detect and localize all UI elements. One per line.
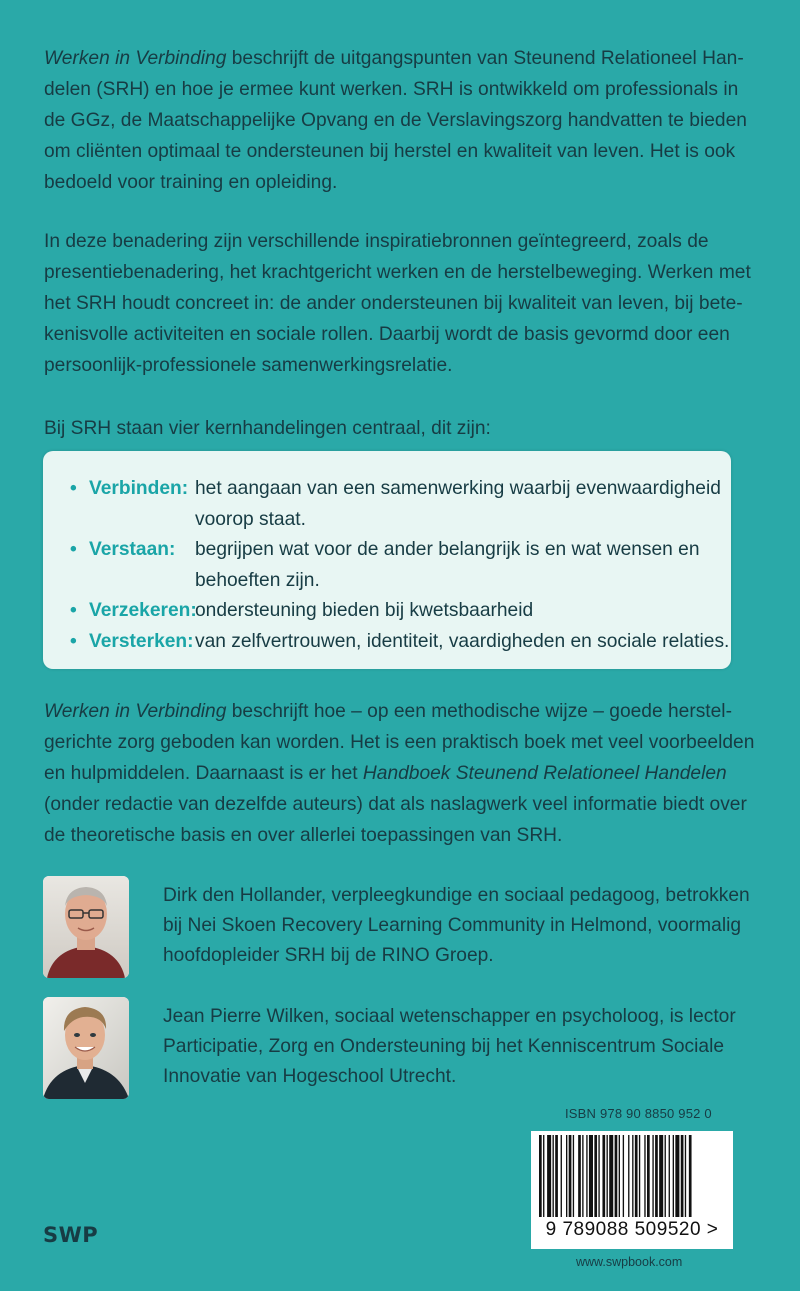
barcode-bar [673, 1135, 674, 1217]
publisher-website: www.swpbook.com [576, 1255, 683, 1269]
bullet-icon: • [70, 631, 77, 652]
publisher-logo: SWP [43, 1223, 99, 1247]
author-portrait-icon [43, 876, 129, 978]
barcode-bar [602, 1135, 605, 1217]
method-line: (onder redactie van dezelfde auteurs) dat als naslagwerk veel informatie biedt over [44, 794, 747, 815]
core-actions-box [43, 451, 731, 669]
book-title: Werken in Verbinding [44, 701, 227, 722]
barcode-digits: 9 789088 509520 > [545, 1219, 719, 1240]
barcode-bar [598, 1135, 599, 1217]
barcode-bar [573, 1135, 574, 1217]
core-action-term: Verzekeren: [89, 600, 197, 621]
barcode-bar [623, 1135, 624, 1217]
barcode-bar [675, 1135, 679, 1217]
intro-line-1: Werken in Verbinding beschrijft de uitgangspunten van Steunend Relationeel Han- [44, 48, 744, 69]
core-action-term: Versterken: [89, 631, 194, 652]
barcode-bar [628, 1135, 629, 1217]
barcode-bar [566, 1135, 567, 1217]
barcode-bar [655, 1135, 658, 1217]
isbn-label: ISBN 978 90 8850 952 0 [565, 1106, 712, 1121]
barcode-bar [609, 1135, 613, 1217]
author-portrait-icon [43, 997, 129, 1099]
barcode-bar [553, 1135, 554, 1217]
core-action-term: Verbinden: [89, 478, 189, 499]
barcode-bar [681, 1135, 684, 1217]
barcode-bars-icon [531, 1131, 733, 1221]
barcode-bar [669, 1135, 670, 1217]
approach-line: kenisvolle activiteiten en sociale rollen. Daarbij wordt de basis gevormd door een [44, 324, 730, 345]
bullet-icon: • [70, 478, 77, 499]
barcode-bar [561, 1135, 562, 1217]
barcode-bar [665, 1135, 666, 1217]
barcode-bar [632, 1135, 633, 1217]
approach-paragraph [44, 226, 756, 381]
intro-line: de GGz, de Maatschappelijke Opvang en de Verslavingszorg handvatten te bieden [44, 110, 747, 131]
core-action-desc: begrijpen wat voor de ander belangrijk is en wat wensen en behoeften zijn. [195, 539, 700, 591]
method-line: de theoretische basis en over allerlei toepassingen van SRH. [44, 825, 563, 846]
barcode-bar [619, 1135, 620, 1217]
author-bio-jean-pierre: Jean Pierre Wilken, sociaal wetenschapper en psycholoog, is lector Participatie, Zorg en Ondersteuning bij het Kenniscentrum Sociale Innovatie van Hogeschool Utrecht. [163, 1006, 736, 1087]
method-line: en hulpmiddelen. Daarnaast is er het Handboek Steunend Relationeel Handelen [44, 763, 727, 784]
barcode-bar [582, 1135, 583, 1217]
barcode-bar [644, 1135, 645, 1217]
barcode-bar [543, 1135, 544, 1217]
barcode-bar [659, 1135, 663, 1217]
barcode-bar [685, 1135, 686, 1217]
barcode-bar [652, 1135, 653, 1217]
author-photo-dirk [43, 876, 129, 978]
barcode-bar [569, 1135, 572, 1217]
author-bio-dirk: Dirk den Hollander, verpleegkundige en sociaal pedagoog, betrokken bij Nei Skoen Recovery Learning Community in Helmond, voormalig hoofdopleider SRH bij de RINO Groep. [163, 885, 750, 966]
barcode-bar [639, 1135, 640, 1217]
barcode-bar [635, 1135, 638, 1217]
handbook-title: Handboek Steunend Relationeel Handelen [362, 763, 727, 784]
core-action-desc: het aangaan van een samenwerking waarbij evenwaardigheid voorop staat. [195, 478, 721, 530]
bullet-icon: • [70, 600, 77, 621]
barcode-bar [589, 1135, 593, 1217]
method-line: gerichte zorg geboden kan worden. Het is een praktisch boek met veel voorbeelden [44, 732, 755, 753]
barcode-bar [594, 1135, 597, 1217]
method-paragraph [44, 696, 756, 851]
approach-line: In deze benadering zijn verschillende inspiratiebronnen geïntegreerd, zoals de [44, 231, 709, 252]
method-line: Werken in Verbinding beschrijft hoe – op een methodische wijze – goede herstel- [44, 701, 732, 722]
barcode-bar [607, 1135, 608, 1217]
barcode-bar [647, 1135, 650, 1217]
intro-line: om cliënten optimaal te ondersteunen bij herstel en kwaliteit van leven. Het is ook [44, 141, 736, 162]
book-title: Werken in Verbinding [44, 48, 227, 69]
approach-line: presentiebenadering, het krachtgericht werken en de herstelbeweging. Werken met [44, 262, 751, 283]
barcode-bar [689, 1135, 692, 1217]
barcode-bar [578, 1135, 581, 1217]
intro-line: delen (SRH) en hoe je ermee kunt werken. SRH is ontwikkeld om professionals in [44, 79, 739, 100]
barcode-bar [615, 1135, 618, 1217]
barcode-bar [586, 1135, 587, 1217]
barcode-bar [547, 1135, 551, 1217]
barcode [531, 1131, 733, 1249]
author-photo-jean-pierre [43, 997, 129, 1099]
core-action-desc: ondersteuning bieden bij kwetsbaarheid [195, 600, 534, 621]
barcode-bar [555, 1135, 558, 1217]
core-intro: Bij SRH staan vier kernhandelingen centraal, dit zijn: [44, 418, 491, 439]
barcode-bar [539, 1135, 542, 1217]
intro-paragraph [44, 43, 756, 198]
core-action-desc: van zelfvertrouwen, identiteit, vaardigheden en sociale relaties. [195, 631, 730, 652]
intro-line: bedoeld voor training en opleiding. [44, 172, 338, 193]
approach-line: persoonlijk-professionele samenwerkingsrelatie. [44, 355, 453, 376]
core-action-term: Verstaan: [89, 539, 176, 560]
approach-line: het SRH houdt concreet in: de ander ondersteunen bij kwaliteit van leven, bij bete- [44, 293, 743, 314]
bullet-icon: • [70, 539, 77, 560]
